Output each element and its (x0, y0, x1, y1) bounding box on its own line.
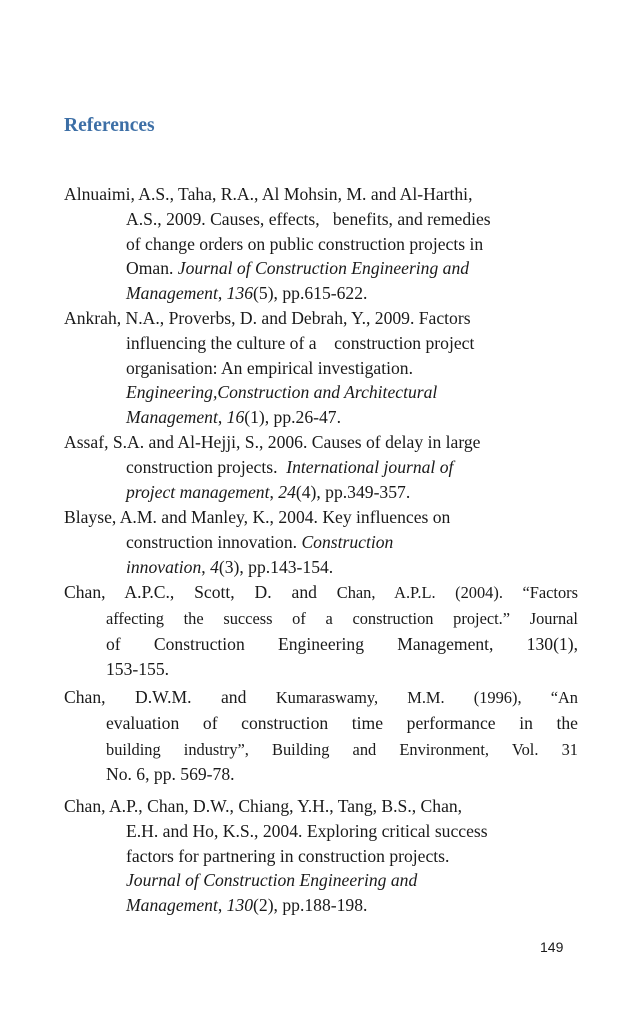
reference-line (64, 281, 578, 306)
reference-line (64, 555, 578, 580)
reference-text: , (217, 895, 227, 916)
reference-text: Kumaraswamy, M.M. (1996), “An (275, 688, 579, 707)
reference-line: Assaf, S.A. and Al-Hejji, S., 2006. Causes of delay in large (64, 432, 481, 452)
reference-text: construction projects. (126, 456, 287, 477)
journal-title: project management (126, 481, 270, 502)
journal-title: innovation (126, 556, 202, 577)
reference-text: construction innovation. (126, 531, 302, 552)
volume-number: 136 (226, 283, 254, 304)
reference-line (64, 868, 578, 893)
journal-title: Management (126, 407, 218, 428)
journal-title: International journal of (286, 456, 454, 477)
journal-title: Management (126, 895, 218, 916)
reference-line (64, 893, 578, 918)
reference-text: Oman. (126, 258, 178, 279)
reference-entry (64, 580, 578, 683)
reference-line: Blayse, A.M. and Manley, K., 2004. Key influences on (64, 507, 451, 527)
reference-line (64, 530, 578, 555)
reference-text: (1), pp.26-47. (244, 407, 341, 428)
reference-text: (5), pp.615-622. (253, 283, 368, 304)
reference-text: Chan, D.W.M. and (64, 687, 276, 707)
reference-line: factors for partnering in construction projects. (126, 845, 450, 866)
reference-line: A.S., 2009. Causes, effects, benefits, and remedies (126, 208, 491, 229)
journal-title: Construction (301, 531, 394, 552)
reference-entry (64, 685, 578, 788)
reference-entry (64, 306, 578, 430)
reference-entry (64, 505, 578, 579)
reference-line: of change orders on public construction projects in (126, 233, 484, 254)
section-heading: References (64, 115, 155, 136)
reference-line: evaluation of construction time performance in the (106, 712, 578, 733)
reference-line: Chan, A.P., Chan, D.W., Chiang, Y.H., Tang, B.S., Chan, (64, 796, 463, 816)
reference-line: of Construction Engineering Management, 130(1), (106, 633, 578, 654)
volume-number: 16 (226, 407, 245, 428)
reference-line (64, 480, 578, 505)
reference-line: influencing the culture of a construction project (126, 332, 475, 353)
journal-title: Engineering,Construction and Architectural (126, 382, 438, 403)
reference-text: , (217, 283, 227, 304)
reference-text: , (201, 556, 211, 577)
reference-line (64, 685, 578, 711)
journal-title: Journal of Construction Engineering and (126, 870, 418, 891)
reference-text: Chan, A.P.C., Scott, D. and (64, 582, 337, 602)
reference-line (64, 380, 578, 405)
reference-entry (64, 430, 578, 504)
journal-title: Management (126, 283, 218, 304)
volume-number: 24 (278, 481, 296, 502)
volume-number: 130 (226, 895, 254, 916)
journal-title: Journal of Construction Engineering and (177, 258, 470, 279)
reference-text: (3), pp.143-154. (218, 556, 334, 577)
reference-line (64, 405, 578, 430)
reference-text: Chan, A.P.L. (2004). “Factors (336, 583, 578, 602)
reference-line: E.H. and Ho, K.S., 2004. Exploring critical success (126, 820, 488, 841)
reference-text: (2), pp.188-198. (253, 895, 368, 916)
volume-number: 4 (210, 556, 219, 577)
reference-line: building industry”, Building and Environment, Vol. 31 (106, 739, 578, 759)
reference-line (64, 455, 578, 480)
reference-line: 153-155. (106, 659, 170, 680)
reference-line: organisation: An empirical investigation. (126, 357, 413, 378)
reference-entry (64, 794, 578, 918)
reference-line: No. 6, pp. 569-78. (106, 764, 235, 785)
reference-line: affecting the success of a construction project.” Journal (106, 608, 578, 628)
page-number: 149 (540, 939, 564, 955)
reference-entry (64, 182, 578, 306)
reference-text: , (217, 407, 227, 428)
reference-line (64, 256, 578, 281)
reference-line (64, 580, 578, 606)
reference-text: , (269, 481, 279, 502)
reference-line: Ankrah, N.A., Proverbs, D. and Debrah, Y., 2009. Factors (64, 308, 471, 328)
reference-text: (4), pp.349-357. (295, 481, 411, 502)
reference-line: Alnuaimi, A.S., Taha, R.A., Al Mohsin, M. and Al-Harthi, (64, 184, 473, 204)
